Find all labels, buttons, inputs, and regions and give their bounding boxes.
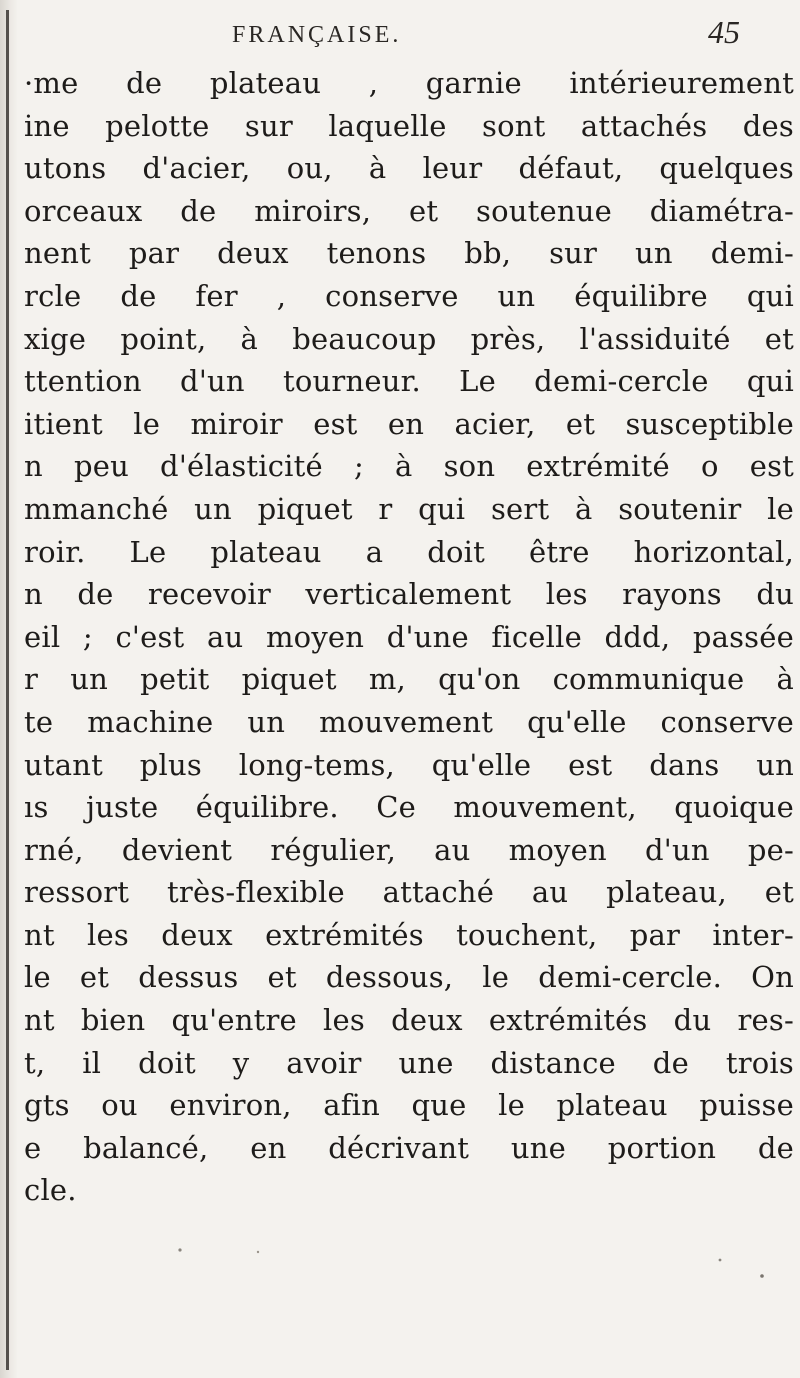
speck <box>719 1259 722 1262</box>
speck <box>760 1274 764 1278</box>
text-line: e balancé, en décrivant une portion de <box>24 1130 794 1165</box>
paper-specks <box>20 1230 800 1330</box>
binding-edge <box>6 10 9 1370</box>
text-line: rcle de fer , conserve un équilibre qui <box>24 278 794 313</box>
text-line: te machine un mouvement qu'elle conserve <box>24 704 794 739</box>
text-line: t, il doit y avoir une distance de trois <box>24 1045 794 1080</box>
text-line: itient le miroir est en acier, et susceptible <box>24 406 794 441</box>
text-line: nent par deux tenons bb, sur un demi- <box>24 236 794 271</box>
text-line: mmanché un piquet r qui sert à soutenir le <box>24 491 794 526</box>
text-line: n peu d'élasticité ; à son extrémité o est <box>24 449 794 484</box>
speck <box>257 1251 259 1253</box>
text-line: orceaux de miroirs, et soutenue diamétra- <box>24 193 794 228</box>
text-line: utons d'acier, ou, à leur défaut, quelques <box>24 151 794 186</box>
page-header <box>0 10 800 60</box>
text-line: ressort très-flexible attaché au plateau, et <box>24 875 794 910</box>
text-line-last: cle. <box>24 1173 77 1208</box>
text-line: ttention d'un tourneur. Le demi-cercle qui <box>24 364 794 399</box>
page-gutter <box>0 0 18 1378</box>
body-text <box>24 62 794 1212</box>
text-line: r un petit piquet m, qu'on communique à <box>24 662 794 697</box>
speck <box>178 1248 181 1251</box>
text-line: le et dessus et dessous, le demi-cercle. On <box>24 960 794 995</box>
text-line: n de recevoir verticalement les rayons du <box>24 577 794 612</box>
page-number: 45 <box>708 14 740 50</box>
text-line: ıs juste équilibre. Ce mouvement, quoique <box>24 790 794 825</box>
text-line: nt les deux extrémités touchent, par inter- <box>24 917 794 952</box>
text-line: utant plus long-tems, qu'elle est dans un <box>24 747 794 782</box>
text-line: rné, devient régulier, au moyen d'un pe- <box>24 832 794 867</box>
text-line: ine pelotte sur laquelle sont attachés des <box>24 108 794 143</box>
text-line: ·me de plateau , garnie intérieurement <box>24 66 794 100</box>
text-line: eil ; c'est au moyen d'une ficelle ddd, passée <box>24 619 794 654</box>
text-line: nt bien qu'entre les deux extrémités du res- <box>24 1003 794 1038</box>
text-line: gts ou environ, afin que le plateau puisse <box>24 1088 794 1123</box>
text-line: roir. Le plateau a doit être horizontal, <box>24 534 794 569</box>
text-line: xige point, à beaucoup près, l'assiduité et <box>24 321 794 356</box>
running-head: FRANÇAISE. <box>232 22 402 48</box>
